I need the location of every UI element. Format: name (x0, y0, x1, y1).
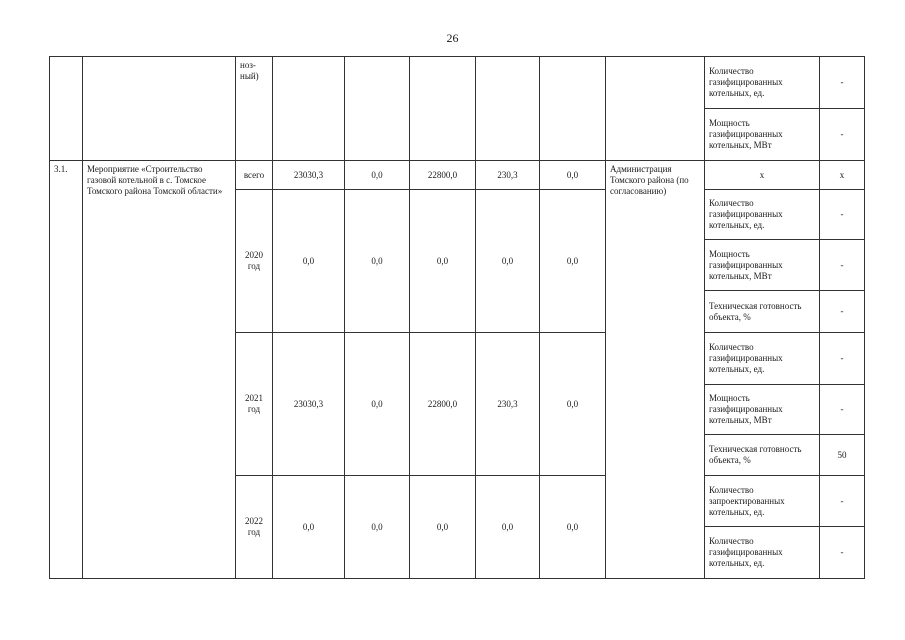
period-year: 2020 год (236, 190, 273, 333)
indicator-name: Количество запроектированных котельных, ед. (705, 476, 820, 527)
indicator-value: - (820, 385, 865, 435)
value-cell: 0,0 (410, 190, 476, 333)
indicator-value: - (820, 527, 865, 579)
cont-value-cell (273, 57, 345, 161)
indicator-value: - (820, 333, 865, 385)
value-cell: 0,0 (410, 476, 476, 579)
value-cell: 0,0 (273, 476, 345, 579)
value-cell: 0,0 (345, 190, 410, 333)
indicator-value: - (820, 57, 865, 109)
value-cell: 230,3 (476, 333, 540, 476)
indicator-name: Мощность газифицированных котельных, МВт (705, 109, 820, 161)
indicator-value: - (820, 291, 865, 333)
indicator-name: Мощность газифицированных котельных, МВт (705, 385, 820, 435)
indicator-value: - (820, 240, 865, 291)
indicator-name: Техническая готовность объекта, % (705, 435, 820, 476)
value-cell: 0,0 (345, 333, 410, 476)
value-cell: 0,0 (540, 161, 606, 190)
cont-value-cell (540, 57, 606, 161)
value-cell: 23030,3 (273, 161, 345, 190)
value-cell: 0,0 (345, 161, 410, 190)
cont-number-cell (50, 57, 83, 161)
measure-name: Мероприятие «Строительство газовой котельной в с. Томское Томского района Томской области» (83, 161, 236, 579)
period-year: 2022 год (236, 476, 273, 579)
indicator-name: Мощность газифицированных котельных, МВт (705, 240, 820, 291)
indicator-value: х (820, 161, 865, 190)
value-cell: 0,0 (540, 190, 606, 333)
cont-value-cell (410, 57, 476, 161)
cont-name-cell (83, 57, 236, 161)
indicator-value: - (820, 476, 865, 527)
indicator-name: Количество газифицированных котельных, ед. (705, 190, 820, 240)
period-total: всего (236, 161, 273, 190)
value-cell: 23030,3 (273, 333, 345, 476)
executor: Администрация Томского района (по согласованию) (606, 161, 705, 579)
page-number: 26 (446, 31, 459, 45)
indicator-name: Количество газифицированных котельных, ед. (705, 333, 820, 385)
indicator-value: - (820, 109, 865, 161)
indicator-name: Количество газифицированных котельных, ед. (705, 527, 820, 579)
indicator-name: Количество газифицированных котельных, ед. (705, 57, 820, 109)
cont-value-cell (476, 57, 540, 161)
indicator-name: Техническая готовность объекта, % (705, 291, 820, 333)
value-cell: 230,3 (476, 161, 540, 190)
indicator-value: 50 (820, 435, 865, 476)
value-cell: 0,0 (476, 476, 540, 579)
period-year: 2021 год (236, 333, 273, 476)
indicator-name: х (705, 161, 820, 190)
value-cell: 22800,0 (410, 161, 476, 190)
program-table (49, 56, 865, 579)
value-cell: 22800,0 (410, 333, 476, 476)
row-number: 3.1. (50, 161, 83, 579)
value-cell: 0,0 (273, 190, 345, 333)
cont-period-cell: ноз- ный) (236, 57, 273, 161)
value-cell: 0,0 (476, 190, 540, 333)
cont-executor-cell (606, 57, 705, 161)
indicator-value: - (820, 190, 865, 240)
value-cell: 0,0 (540, 333, 606, 476)
value-cell: 0,0 (345, 476, 410, 579)
cont-value-cell (345, 57, 410, 161)
value-cell: 0,0 (540, 476, 606, 579)
